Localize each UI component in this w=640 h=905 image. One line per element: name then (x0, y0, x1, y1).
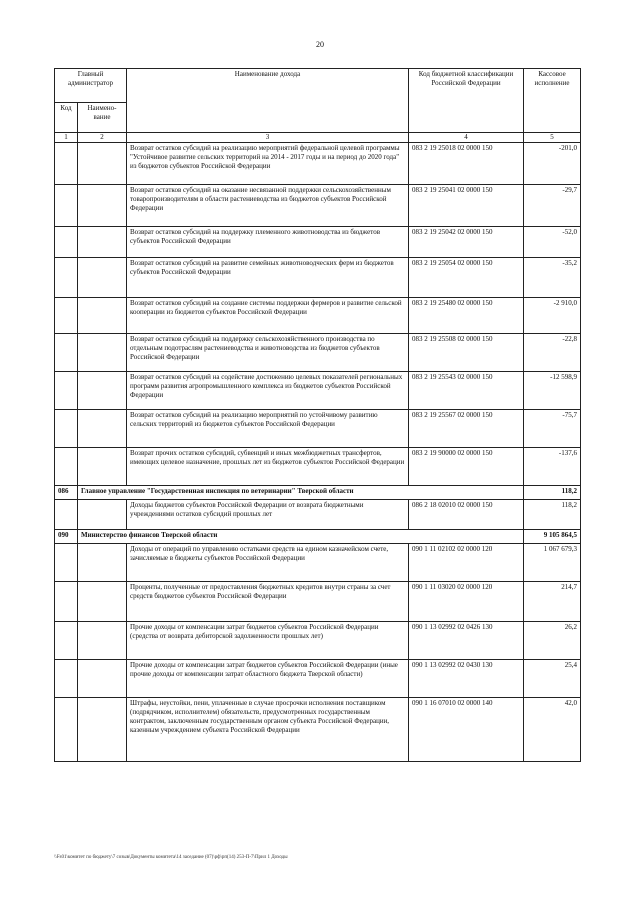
execution-value: -35,2 (524, 258, 581, 298)
admin-code-cell (55, 660, 78, 698)
income-name: Прочие доходы от компенсации затрат бюджетов субъектов Российской Федерации (иные прочие доходы от компенсации затрат областного бюджета Тверской области) (127, 660, 409, 698)
table-row (55, 372, 581, 410)
admin-code-cell (55, 143, 78, 185)
admin-code-cell (55, 185, 78, 227)
name-header-line2: вание (93, 113, 111, 121)
admin-code-cell (55, 698, 78, 762)
table-row (55, 334, 581, 372)
admin-code-cell (55, 258, 78, 298)
table-row (55, 410, 581, 448)
admin-name: Главное управление "Государственная инспекция по ветеринарии" Тверской области (78, 486, 524, 500)
income-name: Проценты, полученные от предоставления бюджетных кредитов внутри страны за счет средств бюджетов субъектов Российской Федерации (127, 582, 409, 622)
income-name: Возврат прочих остатков субсидий, субвенций и иных межбюджетных трансфертов, имеющих целевое назначение, прошлых лет из бюджетов субъектов Российской Федерации (127, 448, 409, 486)
admin-code-cell (55, 622, 78, 660)
kbk-header: Код бюджетной классификации Российской Федерации (409, 69, 524, 133)
kbk-code: 083 2 19 25543 02 0000 150 (409, 372, 524, 410)
table-row (55, 660, 581, 698)
kbk-code: 090 1 11 02102 02 0000 120 (409, 544, 524, 582)
page-number: 20 (316, 40, 324, 49)
file-path-footer: \\Fs01\комитет по бюджету\7 созыв\Документы комитета\14 заседание (07)\рф\рп(14) 253-П-7\Прил 1 Доходы (54, 855, 288, 860)
name-header (78, 103, 127, 133)
column-number-row (55, 133, 581, 143)
income-name: Возврат остатков субсидий на поддержку племенного животноводства из бюджетов субъектов Российской Федерации (127, 227, 409, 258)
section-row (55, 486, 581, 500)
kbk-code: 090 1 11 03020 02 0000 120 (409, 582, 524, 622)
kbk-code: 083 2 19 25567 02 0000 150 (409, 410, 524, 448)
admin-code-cell (55, 448, 78, 486)
admin-group-header: Главный администратор (55, 69, 127, 103)
admin-code-cell (55, 544, 78, 582)
income-name: Доходы бюджетов субъектов Российской Федерации от возврата бюджетными учреждениями остатков субсидий прошлых лет (127, 500, 409, 530)
kbk-code: 090 1 13 02992 02 0430 130 (409, 660, 524, 698)
admin-name-cell (78, 372, 127, 410)
admin-name-cell (78, 258, 127, 298)
admin-name-cell (78, 500, 127, 530)
admin-name-cell (78, 410, 127, 448)
income-name: Доходы от операций по управлению остатками средств на едином казначейском счете, зачисляемые в бюджеты субъектов Российской Федерации (127, 544, 409, 582)
admin-code-cell (55, 410, 78, 448)
kbk-code: 083 2 19 25041 02 0000 150 (409, 185, 524, 227)
admin-name-cell (78, 698, 127, 762)
table-row (55, 622, 581, 660)
admin-name-cell (78, 143, 127, 185)
kbk-code: 083 2 19 90000 02 0000 150 (409, 448, 524, 486)
table-row (55, 582, 581, 622)
execution-value: 118,2 (524, 486, 581, 500)
admin-code-cell (55, 227, 78, 258)
execution-value: -201,0 (524, 143, 581, 185)
kbk-code: 090 1 13 02992 02 0426 130 (409, 622, 524, 660)
kbk-code: 083 2 19 25508 02 0000 150 (409, 334, 524, 372)
table-row (55, 227, 581, 258)
table-row (55, 258, 581, 298)
income-name: Возврат остатков субсидий на оказание несвязанной поддержки сельскохозяйственным товаропроизводителям в области растениеводства из бюджетов субъектов Российской Федерации (127, 185, 409, 227)
admin-code: 086 (55, 486, 78, 500)
income-name: Возврат остатков субсидий на развитие семейных животноводческих ферм из бюджетов субъектов Российской Федерации (127, 258, 409, 298)
table-row (55, 448, 581, 486)
table-row (55, 185, 581, 227)
kbk-code: 083 2 19 25042 02 0000 150 (409, 227, 524, 258)
admin-name-cell (78, 660, 127, 698)
admin-code-cell (55, 334, 78, 372)
code-header: Код (55, 103, 78, 133)
kbk-code: 083 2 19 25018 02 0000 150 (409, 143, 524, 185)
admin-code: 090 (55, 530, 78, 544)
execution-value: -137,6 (524, 448, 581, 486)
column-number: 1 (55, 133, 78, 143)
table-row (55, 298, 581, 334)
execution-value: 42,0 (524, 698, 581, 762)
kbk-code: 083 2 19 25480 02 0000 150 (409, 298, 524, 334)
execution-value: -12 598,9 (524, 372, 581, 410)
kbk-code: 083 2 19 25054 02 0000 150 (409, 258, 524, 298)
table-row (55, 544, 581, 582)
column-number: 2 (78, 133, 127, 143)
admin-code-cell (55, 298, 78, 334)
execution-value: -75,7 (524, 410, 581, 448)
execution-value: 25,4 (524, 660, 581, 698)
admin-code-cell (55, 372, 78, 410)
kbk-code: 090 1 16 07010 02 0000 140 (409, 698, 524, 762)
admin-code-cell (55, 500, 78, 530)
execution-value: -29,7 (524, 185, 581, 227)
income-name: Возврат остатков субсидий на реализацию мероприятий по устойчивому развитию сельских территорий из бюджетов субъектов Российской Федерации (127, 410, 409, 448)
admin-name-cell (78, 622, 127, 660)
admin-code-cell (55, 582, 78, 622)
table-row (55, 500, 581, 530)
column-number: 4 (409, 133, 524, 143)
column-number: 3 (127, 133, 409, 143)
execution-value: 26,2 (524, 622, 581, 660)
execution-value: 9 105 864,5 (524, 530, 581, 544)
admin-name-cell (78, 227, 127, 258)
admin-name-cell (78, 298, 127, 334)
header-row (55, 69, 581, 103)
column-number: 5 (524, 133, 581, 143)
admin-name-cell (78, 448, 127, 486)
income-name: Возврат остатков субсидий на создание системы поддержки фермеров и развитие сельской кооперации из бюджетов субъектов Российской Федерации (127, 298, 409, 334)
income-name: Штрафы, неустойки, пени, уплаченные в случае просрочки исполнения поставщиком (подрядчиком, исполнителем) обязательств, предусмотренных государственным контрактом, заключенным государственным органом субъекта Российской Федерации, казенным учреждением субъекта Российской Федерации (127, 698, 409, 762)
execution-value: 118,2 (524, 500, 581, 530)
execution-value: 214,7 (524, 582, 581, 622)
execution-header: Кассовое исполнение (524, 69, 581, 133)
kbk-code: 086 2 18 02010 02 0000 150 (409, 500, 524, 530)
income-name-header: Наименование дохода (127, 69, 409, 133)
execution-value: -22,8 (524, 334, 581, 372)
admin-name-cell (78, 582, 127, 622)
table-row (55, 143, 581, 185)
table-row (55, 698, 581, 762)
execution-value: 1 067 679,3 (524, 544, 581, 582)
execution-value: -52,0 (524, 227, 581, 258)
income-name: Возврат остатков субсидий на реализацию мероприятий федеральной целевой программы "Устойчивое развитие сельских территорий на 2014 - 2017 годы и на период до 2020 года" из бюджетов субъектов Российской Федерации (127, 143, 409, 185)
admin-name-cell (78, 185, 127, 227)
execution-value: -2 910,0 (524, 298, 581, 334)
admin-name: Министерство финансов Тверской области (78, 530, 524, 544)
income-name: Возврат остатков субсидий на поддержку сельскохозяйственного производства по отдельным подотраслям растениеводства и животноводства из бюджетов субъектов Российской Федерации (127, 334, 409, 372)
income-table (54, 68, 581, 762)
name-header-line1: Наимено- (87, 104, 117, 112)
income-name: Возврат остатков субсидий на содействие достижению целевых показателей региональных программ развития агропромышленного комплекса из бюджетов субъектов Российской Федерации (127, 372, 409, 410)
section-row (55, 530, 581, 544)
admin-name-cell (78, 544, 127, 582)
income-name: Прочие доходы от компенсации затрат бюджетов субъектов Российской Федерации (средства от возврата дебиторской задолженности прошлых лет) (127, 622, 409, 660)
admin-name-cell (78, 334, 127, 372)
